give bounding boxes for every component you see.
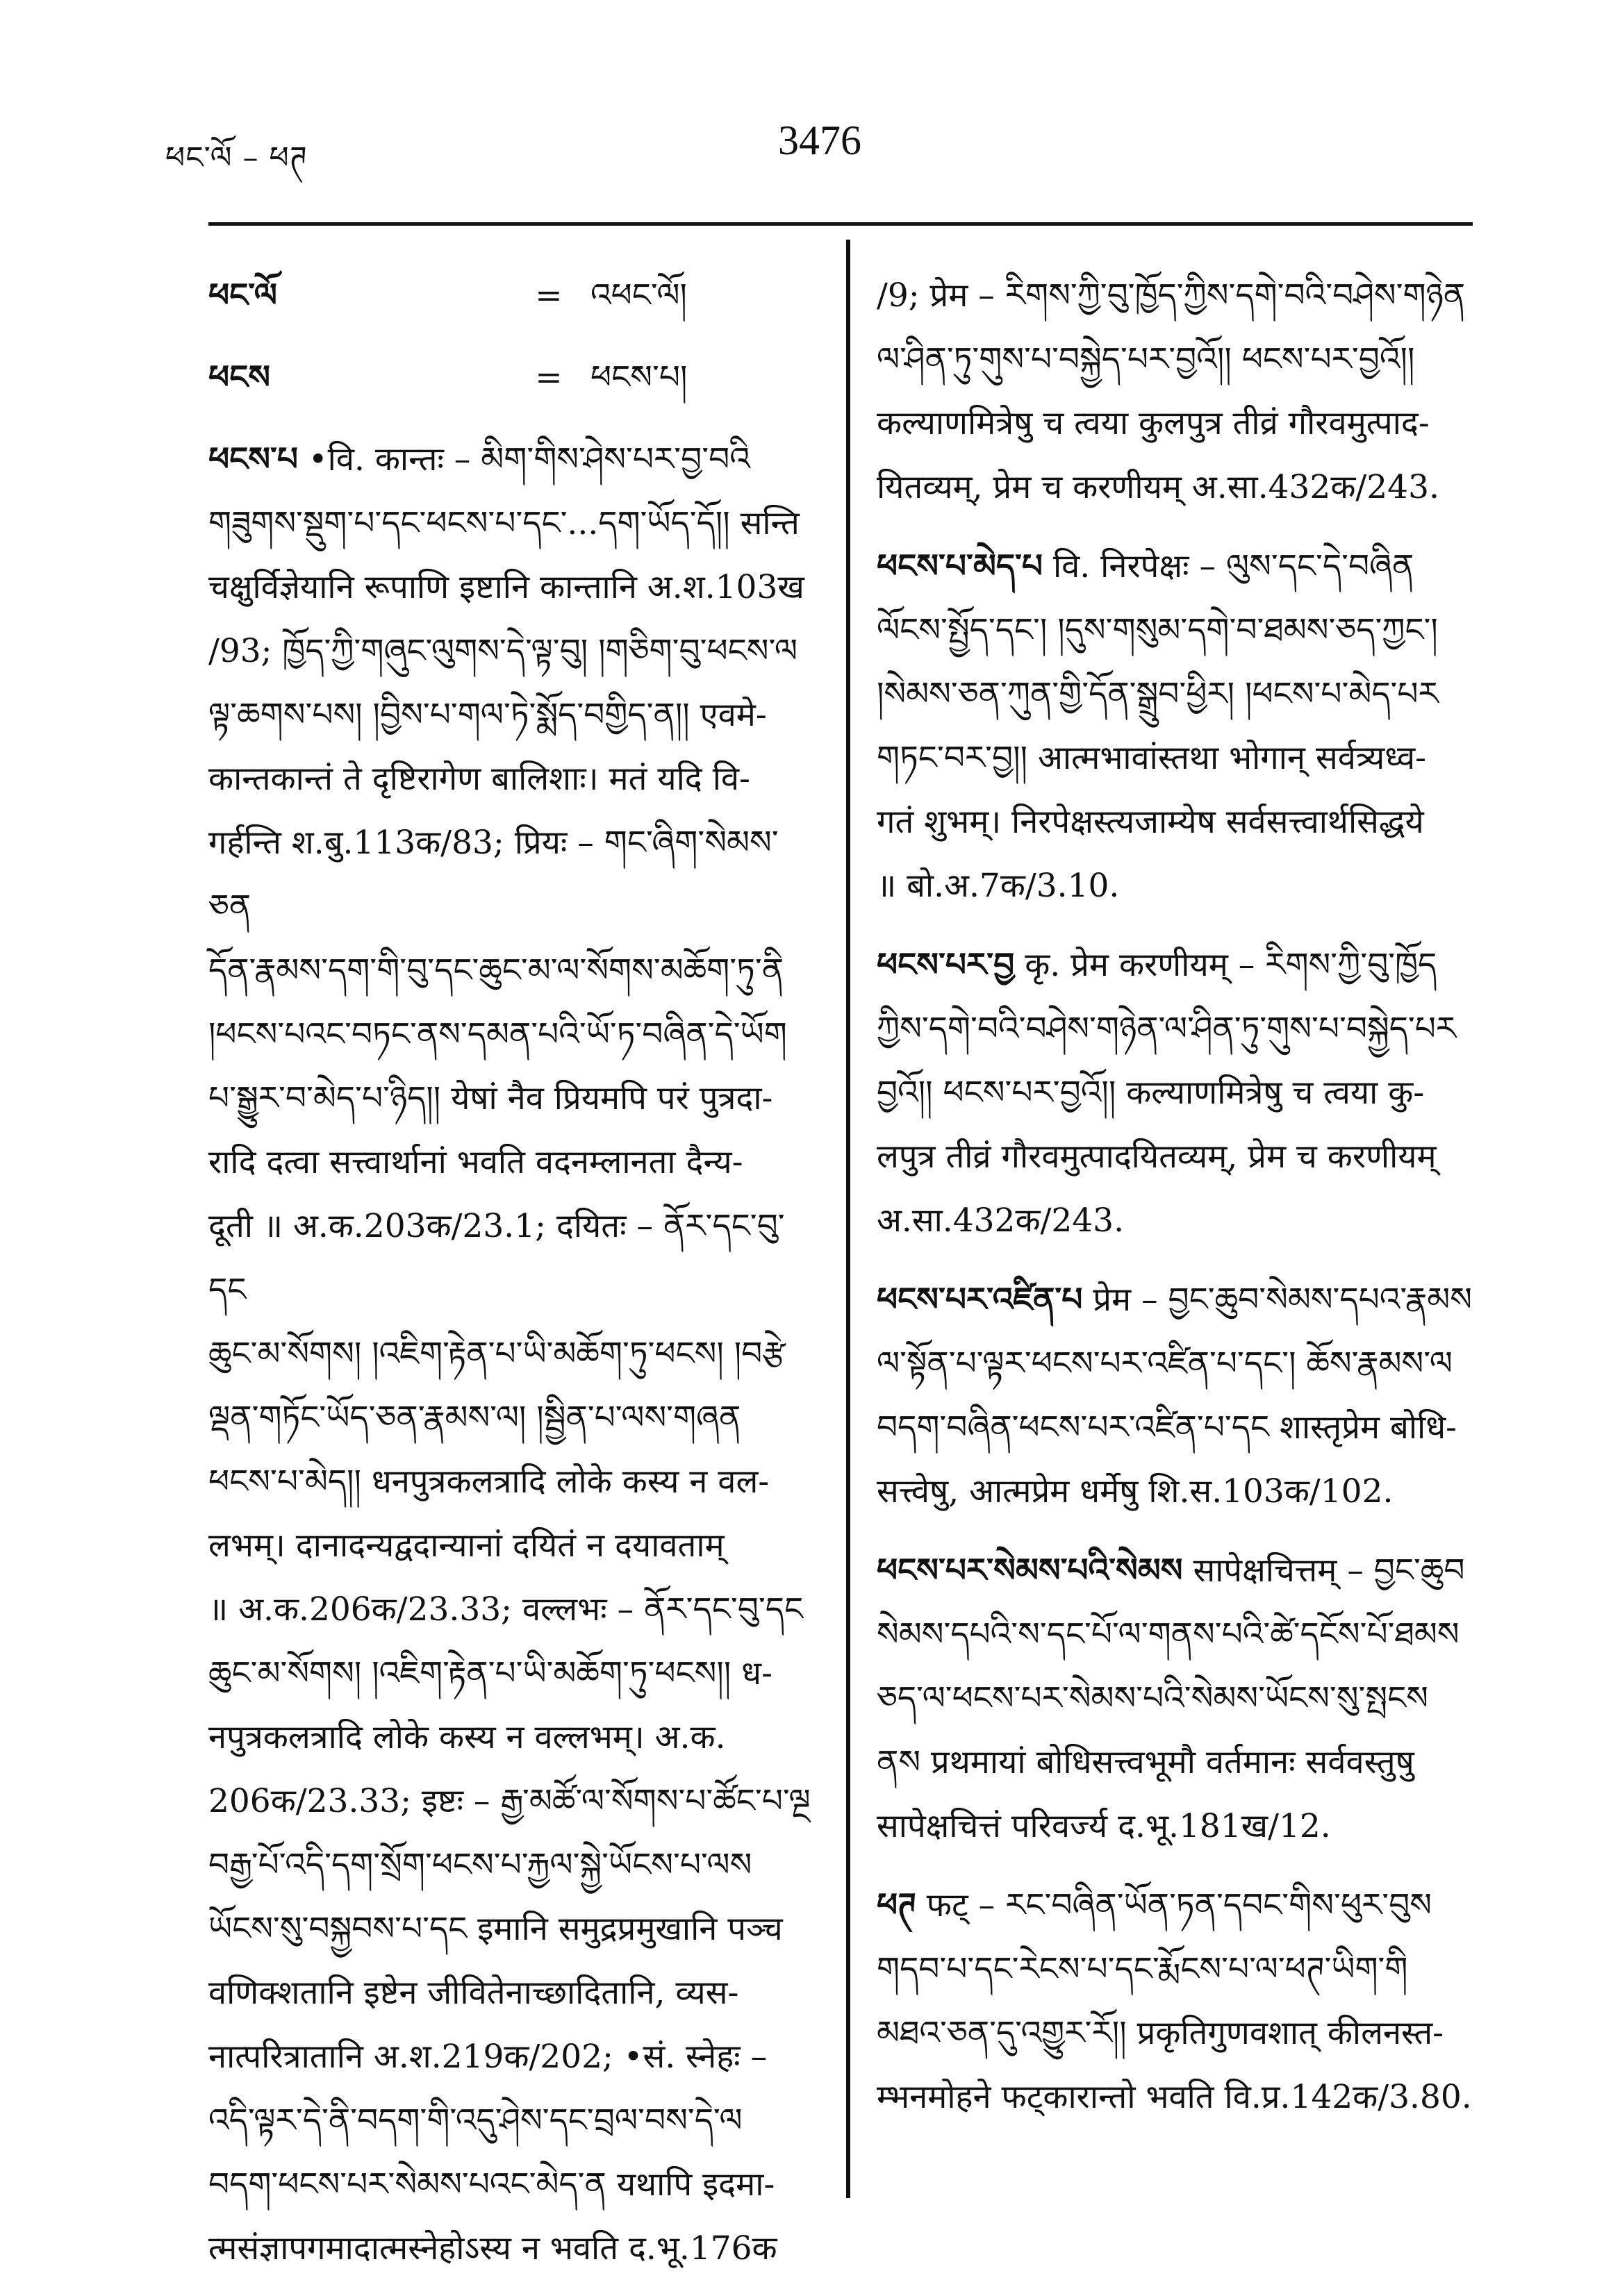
entry-line xyxy=(877,2002,1474,2065)
page-number: 3476 xyxy=(778,117,861,163)
entry-text: लभम्। दानादन्यद्वदान्यानां दयितं न दयावताम् xyxy=(208,1526,725,1565)
entry-text: ཀྱིས་དགེ་བའི་བཤེས་གཉེན་ལ་ཤིན་ཏུ་གུས་པ་བསྐྱེད་པར xyxy=(877,1010,1457,1048)
entry-text: सत्त्वेषु, आत्मप्रेम धर्मेषु शि.स.103क/102. xyxy=(877,1472,1394,1511)
entry-text: ཆུང་མ་སོགས། །འཇིག་རྟེན་པ་ཡི་མཆོག་ཏུ་ཕངས།། ध- xyxy=(208,1654,772,1692)
entry-text: त्मसंज्ञापगमादात्मस्नेहोऽस्य न भवति द.भू.176क xyxy=(208,2229,777,2268)
entry-line xyxy=(208,1195,820,1322)
running-head: ཕང་ལོ – ཕཊ xyxy=(165,140,308,176)
entry-text: कल्याणमित्रेषु च त्वया कुलपुत्र तीव्रं गौरवमुत्पाद- xyxy=(877,404,1430,442)
headword: ཕཊ xyxy=(877,1886,916,1924)
entry-text: म्भनमोहने फट्कारान्तो भवति वि.प्र.142क/3.80. xyxy=(877,2078,1472,2116)
entry-text: 206क/23.33; इष्टः – རྒྱ་མཚོ་ལ་སོགས་པ་ཚོང་པ་ལྔ xyxy=(208,1782,811,1820)
entry-text: दूती ॥ अ.क.203क/23.1; दयितः – ནོར་དང་བུ་དང xyxy=(208,1207,785,1309)
entry-text: ལ་ཤིན་ཏུ་གུས་པ་བསྐྱེད་པར་བྱའོ།། ཕངས་པར་བྱའོ།། xyxy=(877,340,1415,378)
entry-line xyxy=(208,1706,820,1770)
entry-text: མཐའ་ཅན་དུ་འགྱུར་རོ།། प्रकृतिगुणवशात् कीलनस्त- xyxy=(877,2014,1444,2052)
headword: ཕངས་པར་སེམས་པའི་སེམས xyxy=(877,1552,1183,1590)
entry-line xyxy=(877,726,1474,790)
left-column xyxy=(208,264,820,2296)
headword: ཕངས་པ་མེད་པ xyxy=(877,547,1043,585)
entry-text: ལོངས་སྤྱོད་དང་། །དུས་གསུམ་དགེ་བ་ཐམས་ཅད་ཀྱང་། xyxy=(877,611,1438,649)
entry-line xyxy=(208,1578,820,1642)
entry-text: གཏང་བར་བྱ།། आत्मभावांस्तथा भोगान् सर्वत्र्यध्व- xyxy=(877,739,1426,777)
equivalence-entry xyxy=(208,346,820,410)
entry-line xyxy=(877,2065,1474,2129)
entry-text: वणिक्शतानि इष्टेन जीवितेनाच्छादितानि, व्यस- xyxy=(208,1974,739,2012)
entry-line xyxy=(877,1938,1474,2002)
entry-line xyxy=(208,428,820,492)
entry-text: •वि. कान्तः – མིག་གིས་ཤེས་པར་བྱ་བའི xyxy=(308,440,750,479)
entry-line xyxy=(208,1514,820,1578)
entry-line xyxy=(208,683,820,747)
entry-line xyxy=(877,663,1474,726)
equals-sign: = xyxy=(535,276,563,315)
entry-text: འདི་ལྟར་དེ་ནི་བདག་གི་འདུ་ཤེས་དང་བྲལ་བས་དེ་ལ xyxy=(208,2102,743,2140)
entry-text: བདག་བཞིན་ཕངས་པར་འཛིན་པ་དང शास्तृप्रेम बोधि- xyxy=(877,1408,1457,1447)
header-rule xyxy=(208,222,1473,226)
entry-text: བདག་ཕངས་པར་སེམས་པའང་མེད་ན यथापि इदमा- xyxy=(208,2165,775,2204)
entry-text: प्रेम – བྱང་ཆུབ་སེམས་དཔའ་རྣམས xyxy=(1093,1281,1472,1319)
entry-line xyxy=(877,1061,1474,1125)
entry-line xyxy=(877,790,1474,854)
headword: ཕངས་པར་འཛིན་པ xyxy=(877,1281,1083,1319)
entry-line xyxy=(208,1961,820,2025)
entry-text: བརྒྱ་པོ་འདི་དག་སྲོག་ཕངས་པ་རྐྱལ་སྐྱེ་ཡོངས་པ་ལས xyxy=(208,1846,752,1884)
entry-text: सापेक्षचित्तम् – བྱང་ཆུབ xyxy=(1193,1552,1465,1590)
entry-line xyxy=(877,456,1474,519)
entry-line xyxy=(877,1603,1474,1667)
entry-line xyxy=(208,1642,820,1706)
dictionary-entry xyxy=(877,264,1474,519)
entry-line xyxy=(208,1386,820,1450)
entry-text: དོན་རྣམས་དག་གི་བུ་དང་ཆུང་མ་ལ་སོགས་མཆོག་ཏུ་ནི xyxy=(208,951,784,990)
entry-line xyxy=(208,619,820,683)
entry-text: ལྟ་ཆགས་པས། །བྱིས་པ་གལ་ཏེ་སྨོད་བགྱིད་ན།། एवमे- xyxy=(208,696,767,734)
entry-line xyxy=(208,1833,820,1897)
entry-line xyxy=(877,1460,1474,1524)
entry-line xyxy=(877,264,1474,328)
entry-line xyxy=(877,1667,1474,1731)
entry-line xyxy=(208,1770,820,1833)
entry-text: ॥ अ.क.206क/23.33; वल्लभः – ནོར་དང་བུ་དང xyxy=(208,1590,804,1629)
entry-text: यितव्यम्, प्रेम च करणीयम् अ.सा.432क/243. xyxy=(877,468,1439,506)
column-divider xyxy=(846,240,850,2198)
headword: ཕང་ལོ xyxy=(208,276,277,315)
entry-text: ཕངས་པ་མེད།། धनपुत्रकलत्रादि लोके कस्य न वल- xyxy=(208,1463,770,1501)
entry-text: /9; प्रेम – རིགས་ཀྱི་བུ་ཁྱོད་ཀྱིས་དགེ་བའི་བཤེས་གཉེན xyxy=(877,276,1466,315)
entry-text: །སེམས་ཅན་ཀུན་གྱི་དོན་སྒྲུབ་ཕྱིར། །ཕངས་པ་མེད་པར xyxy=(877,675,1439,713)
entry-line xyxy=(877,535,1474,599)
entry-text: སེམས་དཔའི་ས་དང་པོ་ལ་གནས་པའི་ཚེ་དངོས་པོ་ཐམས xyxy=(877,1615,1460,1654)
entry-line xyxy=(877,1189,1474,1253)
headword: ཕངས་པ xyxy=(208,440,298,479)
entry-line xyxy=(877,933,1474,997)
headword: ཕངས་པར་བྱ xyxy=(877,946,1015,984)
entry-text: ཅད་ལ་ཕངས་པར་སེམས་པའི་སེམས་ཡོངས་སུ་སྤངས xyxy=(877,1679,1428,1717)
entry-text: नात्परित्रातानि अ.श.219क/202; •सं. स्नेहः – xyxy=(208,2038,768,2076)
entry-line xyxy=(208,811,820,939)
entry-line xyxy=(208,747,820,811)
entry-text: गतं शुभम्। निरपेक्षस्त्यजाम्येष सर्वसत्त्वार्थसिद्धये xyxy=(877,803,1424,841)
entry-line xyxy=(208,939,820,1003)
dictionary-entry xyxy=(877,535,1474,918)
entry-line xyxy=(208,556,820,619)
dictionary-entry xyxy=(877,933,1474,1253)
entry-line xyxy=(877,392,1474,456)
entry-text: कान्तकान्तं ते दृष्टिरागेण बालिशाः। मतं यदि वि- xyxy=(208,760,750,798)
equivalent-form: འཕང་ལོ། xyxy=(590,276,687,315)
entry-line xyxy=(208,2153,820,2217)
equals-sign: = xyxy=(535,358,563,397)
equivalence-entry xyxy=(208,264,820,328)
entry-line xyxy=(877,328,1474,392)
entry-line xyxy=(877,599,1474,663)
entry-line xyxy=(877,997,1474,1061)
right-column xyxy=(877,264,1474,2145)
entry-line xyxy=(208,1131,820,1195)
entry-text: अ.सा.432क/243. xyxy=(877,1201,1125,1240)
entry-line xyxy=(877,1268,1474,1332)
entry-line xyxy=(208,1450,820,1514)
entry-text: ནས प्रथमायां बोधिसत्त्वभूमौ वर्तमानः सर्ववस्तुषु xyxy=(877,1743,1414,1781)
entry-text: གཟུགས་སྡུག་པ་དང་ཕངས་པ་དང་...དག་ཡོད་དོ།། सन्ति xyxy=(208,504,800,542)
entry-line xyxy=(877,1396,1474,1460)
entry-line xyxy=(208,1067,820,1131)
entry-text: चक्षुर्विज्ञेयानि रूपाणि इष्टानि कान्तानि अ.श.103ख xyxy=(208,568,804,606)
entry-line xyxy=(877,1795,1474,1858)
entry-text: ཡོངས་སུ་བསྐྱབས་པ་དང इमानि समुद्रप्रमुखानि पञ्च xyxy=(208,1910,783,1948)
dictionary-entry xyxy=(877,1539,1474,1858)
entry-text: གདབ་པ་དང་རེངས་པ་དང་རྨོངས་པ་ལ་ཕཊ་ཡིག་གི xyxy=(877,1950,1408,1988)
entry-line xyxy=(877,1731,1474,1795)
entry-text: པ་སྒྱུར་བ་མེད་པ་ཉིད།། येषां नैव प्रियमपि परं पुत्रदा- xyxy=(208,1079,773,1117)
entry-text: ॥ बो.अ.7क/3.10. xyxy=(877,867,1120,905)
entry-line xyxy=(877,1125,1474,1189)
equivalent-form: ཕངས་པ། xyxy=(590,358,688,397)
dictionary-entry xyxy=(208,428,820,2281)
entry-text: वि. निरपेक्षः – ལུས་དང་དེ་བཞིན xyxy=(1053,547,1414,585)
entry-text: ལ་སྟོན་པ་ལྟར་ཕངས་པར་འཛིན་པ་དང་། ཆོས་རྣམས་ལ xyxy=(877,1345,1453,1383)
entry-text: गर्हन्ति श.बु.113क/83; प्रियः – གང་ཞིག་སེམས་ཅན xyxy=(208,824,779,926)
entry-line xyxy=(877,1874,1474,1938)
entry-text: लपुत्र तीव्रं गौरवमुत्पादयितव्यम्, प्रेम च करणीयम् xyxy=(877,1138,1437,1176)
entry-line xyxy=(208,492,820,556)
entry-line xyxy=(208,1897,820,1961)
entry-text: नपुत्रकलत्रादि लोके कस्य न वल्लभम्। अ.क. xyxy=(208,1718,726,1756)
entry-line xyxy=(877,854,1474,918)
entry-text: །ཕངས་པའང་བཏང་ནས་དམན་པའི་ཡོ་ཏ་བཞིན་དེ་ཡོག xyxy=(208,1015,787,1054)
entry-text: सापेक्षचित्तं परिवर्ज्य द.भू.181ख/12. xyxy=(877,1807,1331,1845)
headword: ཕངས xyxy=(208,358,270,397)
entry-line xyxy=(208,1322,820,1386)
entry-line xyxy=(208,2089,820,2153)
entry-text: ལྡན་གཏོང་ཡོད་ཅན་རྣམས་ལ། །སྦྱིན་པ་ལས་གཞན xyxy=(208,1399,741,1437)
dictionary-entry xyxy=(877,1268,1474,1524)
entry-text: रादि दत्वा सत्त्वार्थानां भवति वदनम्लानता दैन्य- xyxy=(208,1143,743,1181)
entry-line xyxy=(877,1539,1474,1603)
entry-line xyxy=(208,2217,820,2281)
entry-line xyxy=(208,2025,820,2089)
entry-text: ཆུང་མ་སོགས། །འཇིག་རྟེན་པ་ཡི་མཆོག་ཏུ་ཕངས། །བརྩེ xyxy=(208,1335,786,1373)
dictionary-entry xyxy=(877,1874,1474,2129)
entry-text: བྱའོ།། ཕངས་པར་བྱའོ།། कल्याणमित्रेषु च त्वया कु- xyxy=(877,1074,1425,1112)
entry-text: कृ. प्रेम करणीयम् – རིགས་ཀྱི་བུ་ཁྱོད xyxy=(1025,946,1437,984)
entry-text: /93; ཁྱོད་ཀྱི་གཞུང་ལུགས་དེ་ལྟ་བུ། །གཅིག་བུ་ཕངས་ལ xyxy=(208,632,798,670)
entry-line xyxy=(208,1003,820,1067)
entry-text: फट् – རང་བཞིན་ཡོན་ཏན་དབང་གིས་ཕུར་བུས xyxy=(926,1886,1432,1924)
entry-line xyxy=(877,1332,1474,1396)
